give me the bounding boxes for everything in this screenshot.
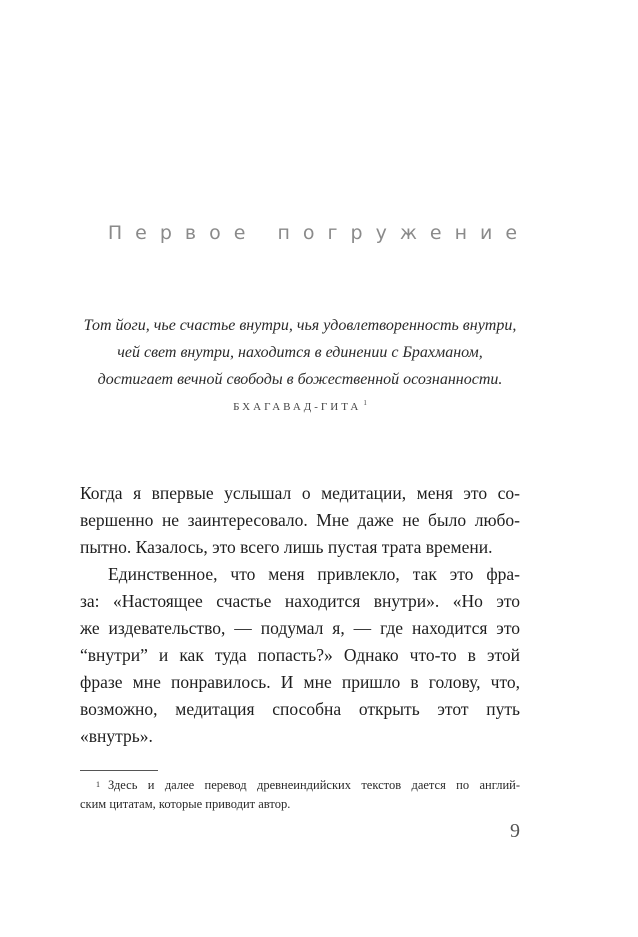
epigraph — [70, 312, 530, 413]
footnote-line — [80, 776, 520, 795]
epigraph-line: чей свет внутри, находится в единении с Брахманом, — [117, 344, 483, 361]
body-line: вершенно не заинтересовало. Мне даже не было любо- — [80, 510, 520, 530]
epigraph-line: достигает вечной свободы в божественной осознанности. — [97, 371, 503, 388]
epigraph-line: Тот йоги, чье счастье внутри, чья удовлетворенность внутри, — [83, 317, 517, 334]
epigraph-source — [70, 401, 530, 413]
epigraph-source-title: БХАГАВАД-ГИТА — [233, 401, 362, 413]
body-text — [80, 480, 520, 750]
body-line: «внутрь». — [80, 726, 153, 746]
body-line: возможно, медитация способна открыть этот путь — [80, 699, 520, 719]
body-line: же издевательство, — подумал я, — где находится это — [80, 618, 520, 638]
footnote-reference: 1 — [363, 399, 367, 407]
body-line: Единственное, что меня привлекло, так это фра- — [108, 564, 520, 584]
footnote — [80, 776, 520, 814]
footnote-text: Здесь и далее перевод древнеиндийских текстов дается по англий- — [108, 778, 520, 792]
body-line: “внутри” и как туда попасть?» Однако что-то в этой — [80, 645, 520, 665]
footnote-divider — [80, 770, 158, 771]
body-line: Когда я впервые услышал о медитации, меня это со- — [80, 483, 520, 503]
body-line: фразе мне понравилось. И мне пришло в голову, что, — [80, 672, 520, 692]
page-number: 9 — [510, 820, 520, 842]
chapter-title: Первое погружение — [107, 222, 531, 244]
body-line: пытно. Казалось, это всего лишь пустая трата времени. — [80, 537, 493, 557]
footnote-line: ским цитатам, которые приводит автор. — [80, 797, 291, 811]
footnote-mark: 1 — [96, 780, 100, 789]
body-line: за: «Настоящее счастье находится внутри». «Но это — [80, 591, 520, 611]
